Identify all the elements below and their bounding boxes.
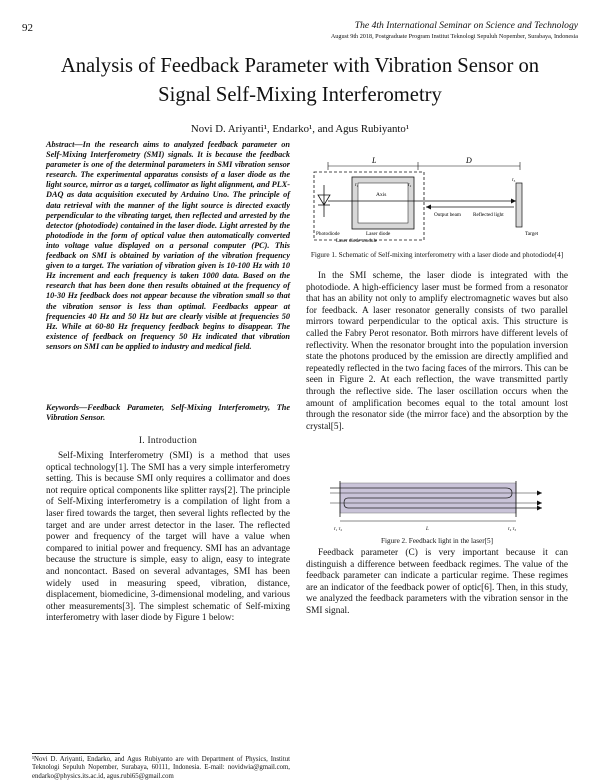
label-module: Laser diode module [336,238,378,244]
fig2-label-left: r₁ r₂ [334,527,343,532]
laser-cavity-inner [358,183,408,223]
reflected-arrow-head [426,205,431,210]
label-photodiode: Photodiode [316,231,340,237]
label-axis: Axis [376,192,387,198]
ray-arrow-2 [537,501,542,506]
figure-1-caption: Figure 1. Schematic of Self-mixing interferometry with a laser diode and photodiode[4] [310,251,564,259]
target-mirror [516,183,522,227]
keywords: Keywords—Feedback Parameter, Self-Mixing Interferometry, The Vibration Sensor. [46,403,290,423]
fig2-label-right: r₂ r₃ [508,527,517,532]
label-reflected-light: Reflected light [473,212,504,218]
output-arrow-head [511,199,516,204]
section-heading-introduction: I. Introduction [138,436,198,446]
ray-arrow-1 [537,491,542,496]
ray-arrow-3 [537,506,542,511]
label-laser-diode: Laser diode [366,231,391,237]
footnote: ¹Novi D. Ariyanti, Endarko, and Agus Rubiyanto are with Department of Physics, Institut Teknologi Sepuluh Nopember, Surabaya, 60111, Indonesia. E-mail: novidwia@gmail.com, endarko@physics.its.ac.id, agus.rubi65@gmail.com [32,756,290,780]
right-paragraph-2-text: Feedback parameter (C) is very important because it can distinguish a difference between feedback regimes. The value of the feedback parameter can indicate a particular regime. These regimes are an indicator of the feedback power of optic[6]. Then, in this study, we analyzed the feedback parameters with the vibration sensor in the SMI signal. [306,548,568,616]
introduction-paragraph: Self-Mixing Interferometry (SMI) is a method that uses optical technology[1]. The SMI has a very simple interferometry setting. This is because SMI only requires a collimator and does not require optical components like splitter rays[2]. The principle of Self-Mixing interferometry is a compilation of light from a laser fired towards the target, then several lights reflected by the target and are under arrest detector in the laser. The reflected power and frequency of the target will have a value when compared to initial power and frequency. SMI has an advantage because the structure is simple, easy to align, easy to integrate and noncontact. Based on several advantages, SMI has been widely used in measuring speed, vibration, distance, displacement, biomedicine, 3-dimensional modeling, and various other measurements[3]. The simplest schematic of Self-mixing interferometry with laser diode by Figure 1 below: [46,451,290,624]
conference-location: August 9th 2018, Postgraduate Program Institut Teknologi Sepuluh Nopember, Surabaya, Indonesia [330,33,578,40]
figure-2-caption: Figure 2. Feedback light in the laser[5] [381,537,493,545]
right-paragraph-1-text: In the SMI scheme, the laser diode is integrated with the photodiode. A high-efficiency laser must be formed from a resonator that has an ability not only to amplify electromagnetic waves but also for feedback. A laser resonator generally consists of two parallel mirrors toward perpendicular to the optical axis. This structure is called the Fabry Perot resonator. Both mirrors have different levels of reflectivity. When the resonator brought into the population inversion state the photons produced by the emission are directly amplified and repeatedly reflected in the two facing faces of the mirrors. This can be seen in Figure 2. At each reflection, the wave transmitted partly through the reflective side. The laser oscillation occurs when the amount of amplification becomes equal to the total amount lost through the resonator side (the mirror face) and the absorption by the crystal[5]. [306,271,568,432]
abstract: Abstract—In the research aims to analyzed feedback parameter on Self-Mixing Interferometry (SMI) signals. It is because the feedback parameter is one of the determinal parameters in SMI vibration sensor research. The experimental apparatus consists of a laser diode as the light source, mirror as a target, collimator as light alignment, and PLX-DAQ as data acquisition executed by Arduino Uno. The principle of data retrieval with the manner of the light source is directed exactly perpendicular to the vibrating target, then reflected and arrested by the detector (photodiode) contained in the laser diode. Light arrested by the photodiode in the form of optical value then automatically converted into voltage value displayed on a personal computer (PC). This feedback on SMI is obtained by variation of the vibration frequency given to a target. The variation of vibration given is 10-100 Hz with 10 Hz increment and each frequency is taken 1000 data. Based on the research that has been done then results obtained at the frequency of 10-30 Hz feedback does not appear because the vibration small so that the vibration sensor is less than optimal. Feedbacks appear at frequencies 40 Hz and 50 Hz but are clearly visible at frequencies 50 Hz. While at 60-80 Hz frequency feedback begins to disappear. The existence of feedback on frequency 50 Hz indicated that vibration sensors on SMI can be applied to industry and medical field. [46,140,290,351]
fig2-label-mid: L [426,527,429,532]
right-column-paragraph-1 [306,271,568,433]
label-r1: r₁ [355,183,359,188]
figure-2-feedback-light [320,477,552,537]
footnote-divider [32,753,120,754]
label-r2: r₂ [408,183,412,188]
label-output-beam: Output beam [434,212,461,218]
label-L: L [372,156,377,165]
paper-title: Analysis of Feedback Parameter with Vibration Sensor on Signal Self-Mixing Interferometry [60,55,540,106]
conference-name: The 4th International Seminar on Science and Technology [354,20,578,31]
right-column-paragraph-2 [306,548,568,618]
paper-authors: Novi D. Ariyanti¹, Endarko¹, and Agus Rubiyanto¹ [190,123,410,135]
page-number: 92 [22,22,33,34]
introduction-body [46,451,290,625]
label-r3: r₃ [512,178,516,183]
figure-1-schematic [308,155,564,249]
label-target: Target [525,231,539,237]
label-D: D [466,156,472,165]
